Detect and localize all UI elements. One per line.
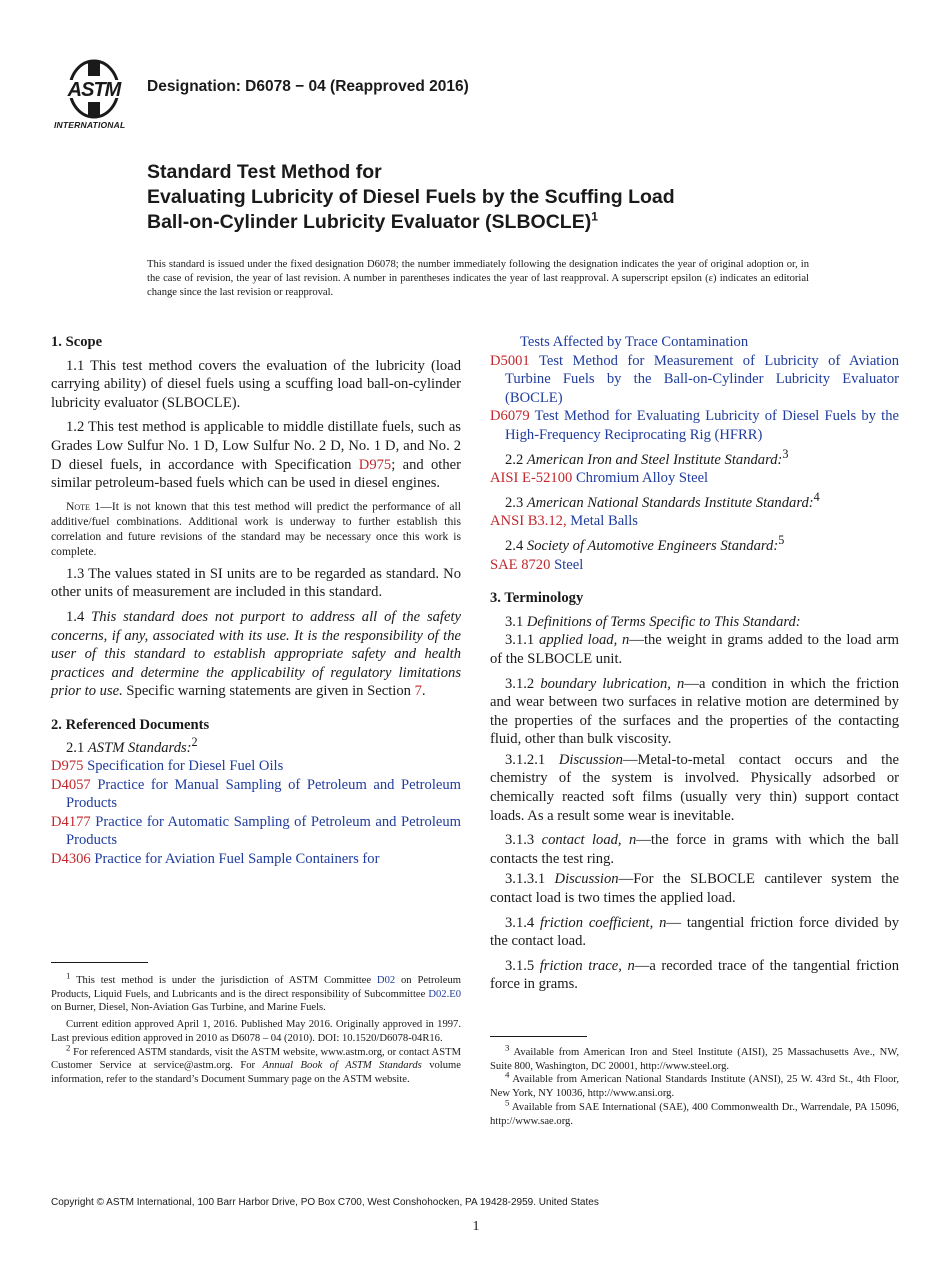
link-d02[interactable]: D02 [376,975,396,986]
left-column [51,333,461,869]
paragraph-3-1: 3.1 Definitions of Terms Specific to This Standard: [505,613,801,630]
title-footnote-ref: 1 [591,209,598,224]
reference-continuation[interactable]: Tests Affected by Trace Contamination [520,334,749,350]
reference-item[interactable]: D6079 Test Method for Evaluating Lubricity of Diesel Fuels by the High-Frequency Reciprocating Rig (HFRR) [490,408,899,443]
paragraph-1-2: 1.2 This test method is applicable to middle distillate fuels, such as Grades Low Sulfur No. 1 D, Low Sulfur No. 2 D, No. 1 D, and No. 2 D diesel fuels, in accordance with Specification D975; and other similar petroleum-based fuels which can be used in diesel engines. [51,419,461,492]
link-d975[interactable]: D975 [358,456,392,473]
definition-3-1-2: 3.1.2 boundary lubrication, n—a condition in which the friction and wear between two surfaces in relative motion are determined by the properties of the surfaces and the properties of the contacting fluid, other than bulk viscosity. [490,675,899,748]
footnote-divider-right [490,1036,587,1037]
footnote-1: $^1$ This test method is under the jurisdiction of ASTM Committee D02 on Petroleum Products, Liquid Fuels, and Lubricants and is the direct responsibility of Subcommittee D02.E0 on Burner, Diesel, Non-Aviation Gas Turbine, and Marine Fuels. [51,970,461,1014]
reference-item[interactable]: D4306 Practice for Aviation Fuel Sample Containers for [51,851,380,868]
link-section-7[interactable]: 7 [414,683,422,700]
paragraph-2-1: 2.1 ASTM Standards:$^2$ [66,734,198,756]
svg-text:ASTM: ASTM [67,79,121,101]
note-1: Note 1—It is not known that this test method will predict the performance of all additive/fuel combinations. Additional work is underway to further establish this correlation and future revisions of the standard may be necessary once this work is complete. [51,499,462,558]
reference-item[interactable]: D975 Specification for Diesel Fuel Oils [51,758,284,775]
footnotes-left [51,970,461,1087]
paragraph-1-1: 1.1 This test method covers the evaluation of the lubricity (load carrying ability) of diesel fuels using a scuffing load ball-on-cylinder lubricity evaluator (SLBOCLE). [51,357,461,411]
title-line-2: Evaluating Lubricity of Diesel Fuels by the Scuffing Load [147,186,675,208]
footnote-4: $^4$ Available from American National Standards Institute (ANSI), 25 W. 43rd St., 4th Floor, New York, NY 10036, http://www.ansi.org. [490,1069,899,1100]
definition-3-1-3: 3.1.3 contact load, n—the force in grams with which the ball contacts the test ring. [490,832,899,867]
reference-item[interactable]: D4057 Practice for Manual Sampling of Petroleum and Petroleum Products [51,776,461,812]
page-number: 1 [472,1219,480,1234]
document-title [147,160,675,235]
astm-logo-mark-icon [52,58,136,120]
discussion-3-1-2-1: 3.1.2.1 Discussion—Metal-to-metal contact occurs and the chemistry of the system is involved. Physically adsorbed or chemically reacted soft films (usually very thin) support contact loads. As a result some wear is inevitable. [490,751,899,824]
definition-3-1-1: 3.1.1 applied load, n—the weight in grams added to the load arm of the SLBOCLE unit. [490,632,900,667]
reference-item[interactable]: ANSI B3.12, Metal Balls [490,513,638,530]
paragraph-2-4: 2.4 Society of Automotive Engineers Standard:$^5$ [505,533,785,554]
reference-item[interactable]: AISI E-52100 Chromium Alloy Steel [490,470,709,487]
footnote-5: $^5$ Available from SAE International (SAE), 400 Commonwealth Dr., Warrendale, PA 15096, http://www.sae.org. [490,1097,899,1127]
paragraph-1-4: 1.4 This standard does not purport to address all of the safety concerns, if any, associated with its use. It is the responsibility of the user of this standard to establish appropriate safety and health practices and determine the applicability of regulatory limitations prior to use. Specific warning statements are given in Section 7. [51,608,461,700]
reference-item[interactable]: SAE 8720 Steel [490,556,584,573]
astm-logo-text: INTERNATIONAL [54,120,126,130]
paragraph-2-2: 2.2 American Iron and Steel Institute Standard:$^3$ [505,446,789,468]
link-d02-e0[interactable]: D02.E0 [428,988,461,1000]
reference-item[interactable]: D5001 Test Method for Measurement of Lubricity of Aviation Turbine Fuels by the Ball-on-Cylinder Lubricity Evaluator (BOCLE) [490,352,899,406]
footnotes-right [490,1042,899,1128]
footnote-2: $^2$ For referenced ASTM standards, visit the ASTM website, www.astm.org, or contact ASTM Customer Service at service@astm.org. For Annual Book of ASTM Standards volume information, refer to the standard’s Document Summary page on the ASTM website. [51,1041,461,1085]
copyright-footer: Copyright © ASTM International, 100 Barr Harbor Drive, PO Box C700, West Conshohocken, PA 19428-2959. United States [51,1197,599,1208]
reference-item[interactable]: D4177 Practice for Automatic Sampling of Petroleum and Petroleum Products [51,813,461,849]
discussion-3-1-3-1: 3.1.3.1 Discussion—For the SLBOCLE cantilever system the contact load is two times the applied load. [490,871,900,907]
astm-logo [52,58,136,133]
footnote-3: $^3$ Available from American Iron and Steel Institute (AISI), 25 Massachusetts Ave., NW, Suite 800, Washington, DC 20001, http://www.steel.org. [490,1042,899,1072]
issuance-note: This standard is issued under the fixed designation D6078; the number immediately following the designation indicates the year of original adoption or, in the case of revision, the year of last revision. A number in parentheses indicates the year of last reapproval. A superscript epsilon (ε) indicates an editorial change since the last revision or reapproval. [147,259,809,299]
footnote-1-edition: Current edition approved April 1, 2016. Published May 2016. Originally approved in 1997. Last previous edition approved in 2010 as D6078 – 04 (2010). DOI: 10.1520/D6078-04R16. [51,1019,461,1044]
section-heading-scope: 1. Scope [51,334,103,350]
section-heading-terminology: 3. Terminology [490,590,584,607]
paragraph-1-3: 1.3 The values stated in SI units are to be regarded as standard. No other units of measurement are included in this standard. [51,565,461,601]
title-line-3: Ball-on-Cylinder Lubricity Evaluator (SLBOCLE)$^1$ [147,209,598,233]
definition-3-1-4: 3.1.4 friction coefficient, n— tangential friction force divided by the contact load. [490,914,899,950]
definition-3-1-5: 3.1.5 friction trace, n—a recorded trace of the tangential friction force in grams. [490,957,899,993]
footnote-divider-left [51,962,148,963]
paragraph-2-3: 2.3 American National Standards Institute Standard:$^4$ [505,489,820,511]
designation: Designation: D6078 − 04 (Reapproved 2016) [147,78,469,95]
title-line-1: Standard Test Method for [147,161,382,183]
right-column [490,333,899,994]
section-heading-referenced-documents: 2. Referenced Documents [51,716,210,733]
